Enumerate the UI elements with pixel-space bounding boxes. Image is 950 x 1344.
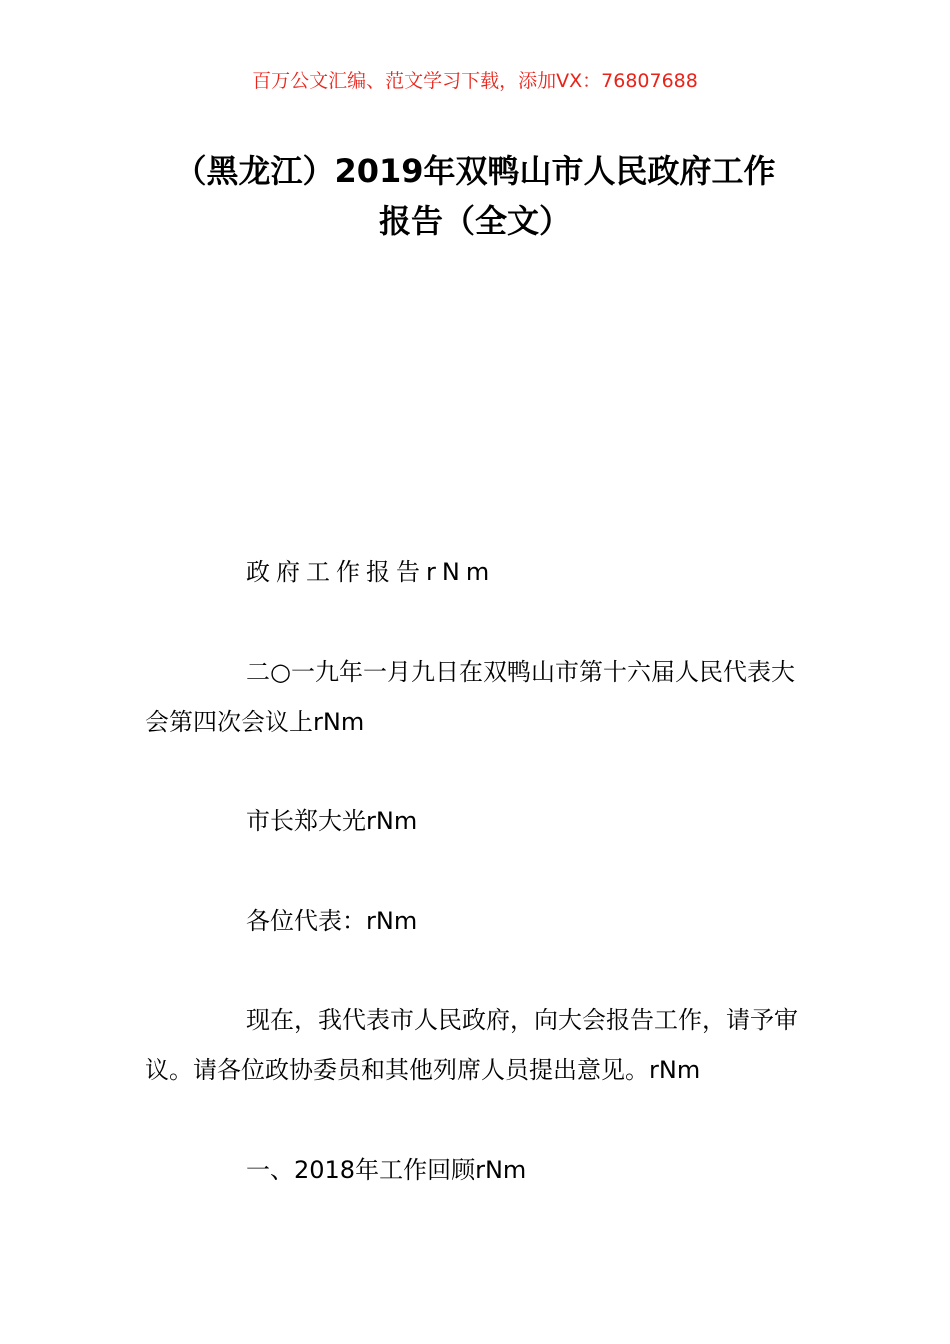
paragraph-speaker: 市长郑大光rNm — [246, 807, 418, 835]
paragraph-meeting-date: 二○一九年一月九日在双鸭山市第十六届人民代表大会第四次会议上rNm — [145, 658, 795, 736]
paragraph-section-heading: 一、2018年工作回顾rNm — [246, 1156, 527, 1184]
paragraph-salutation: 各位代表：rNm — [246, 907, 418, 935]
paragraph-report-heading: 政府工作报告rNm — [246, 558, 496, 586]
paragraph-opening: 现在，我代表市人民政府，向大会报告工作，请予审议。请各位政协委员和其他列席人员提出意见。rNm — [145, 1006, 798, 1084]
title-line-2: 报告（全文） — [378, 202, 571, 240]
header-promo-note: 百万公文汇编、范文学习下载，添加VX：76807688 — [252, 70, 698, 92]
document-title — [120, 146, 830, 246]
title-line-1: （黑龙江）2019年双鸭山市人民政府工作 — [174, 152, 776, 190]
